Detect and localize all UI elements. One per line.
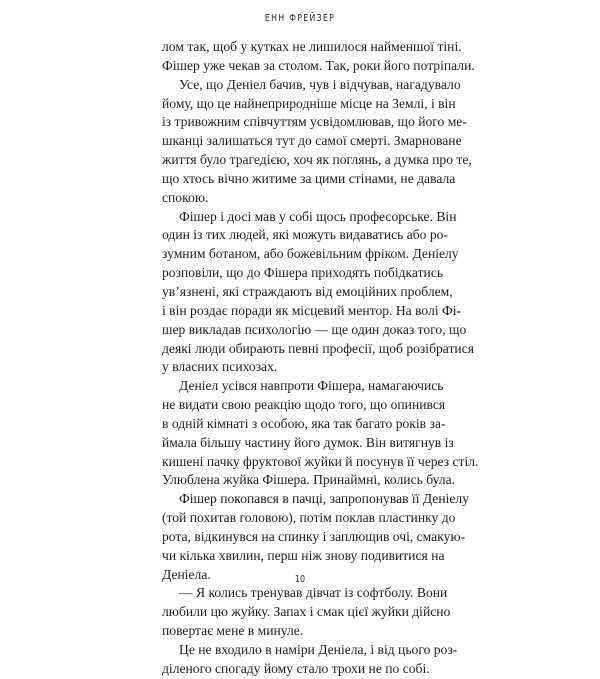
text-line: у власних психозах.: [162, 359, 278, 375]
text-line: не видати свою реакцію щодо того, що опинився: [162, 397, 446, 413]
text-line: Це не входило в наміри Деніела, і від цього роз-: [179, 642, 458, 657]
text-line: один із тих людей, які можуть видаватись або ро-: [162, 227, 448, 243]
text-line: життя було трагедією, хоч як поглянь, а думка про те,: [162, 152, 472, 168]
text-line: рота, відкинувся на спинку і заплющив очі, смакую-: [162, 528, 466, 544]
text-line: Фішер уже чекав за столом. Так, роки його потріпали.: [162, 57, 475, 73]
text-line: діленого спогаду йому стало трохи не по собі.: [162, 660, 430, 676]
text-line: кишені пачку фруктової жуйки й посунув її через стіл.: [162, 453, 479, 469]
text-line: — Я колись тренував дівчат із софтболу. Вони: [179, 585, 448, 601]
text-line: Деніела.: [162, 566, 211, 582]
text-line: лом так, щоб у кутках не лишилося найменшої тіні.: [162, 39, 462, 54]
text-line: шер викладав психологію — ще один доказ того, що: [162, 321, 467, 337]
text-line: із тривожним співчуттям усвідомлював, що його ме-: [162, 114, 467, 130]
text-line: шканці залишаться тут до самої смерті. Змарноване: [162, 133, 462, 149]
text-line: розповіли, що до Фішера приходять побідкатись: [162, 265, 444, 281]
text-line: Улюблена жуйка Фішера. Принаймні, колись була.: [162, 472, 456, 488]
text-line: чи кілька хвилин, перш ніж знову подивитися на: [162, 547, 445, 563]
text-line: (той похитав головою), потім поклав пластинку до: [162, 510, 456, 526]
text-line: спокою.: [162, 189, 209, 205]
text-line: зумним ботаном, або божевільним фріком. Деніелу: [162, 246, 459, 262]
text-line: деякі люди обирають певні професії, щоб розібратися: [162, 340, 474, 356]
text-line: любили цю жуйку. Запах і смак цієї жуйки дійсно: [162, 604, 451, 620]
text-line: Деніел усівся навпроти Фішера, намагаючись: [179, 378, 444, 394]
text-line: ув’язнені, які страждають від емоційних проблем,: [162, 283, 453, 299]
text-line: і він роздає поради як місцевий ментор. На волі Фі-: [162, 302, 462, 318]
text-line: повертає мене в минуле.: [162, 623, 304, 639]
text-line: в одній кімнаті з особою, яка так багато років за-: [162, 415, 446, 431]
text-line: Фішер покопався в пачці, запропонував її Деніелу: [179, 491, 470, 507]
running-head: ЕНН ФРЕЙЗЕР: [264, 13, 336, 24]
page-number: 10: [294, 574, 306, 585]
text-line: що хтось вічно житиме за цими стінами, не давала: [162, 170, 456, 186]
text-line: йому, що це найнеприродніше місце на Землі, і він: [162, 95, 456, 111]
text-line: ймала більшу частину його думок. Він витягнув із: [162, 434, 454, 450]
text-line: Фішер і досі мав у собі щось професорське. Він: [179, 208, 457, 224]
text-line: Усе, що Деніел бачив, чув і відчував, нагадувало: [179, 76, 461, 92]
